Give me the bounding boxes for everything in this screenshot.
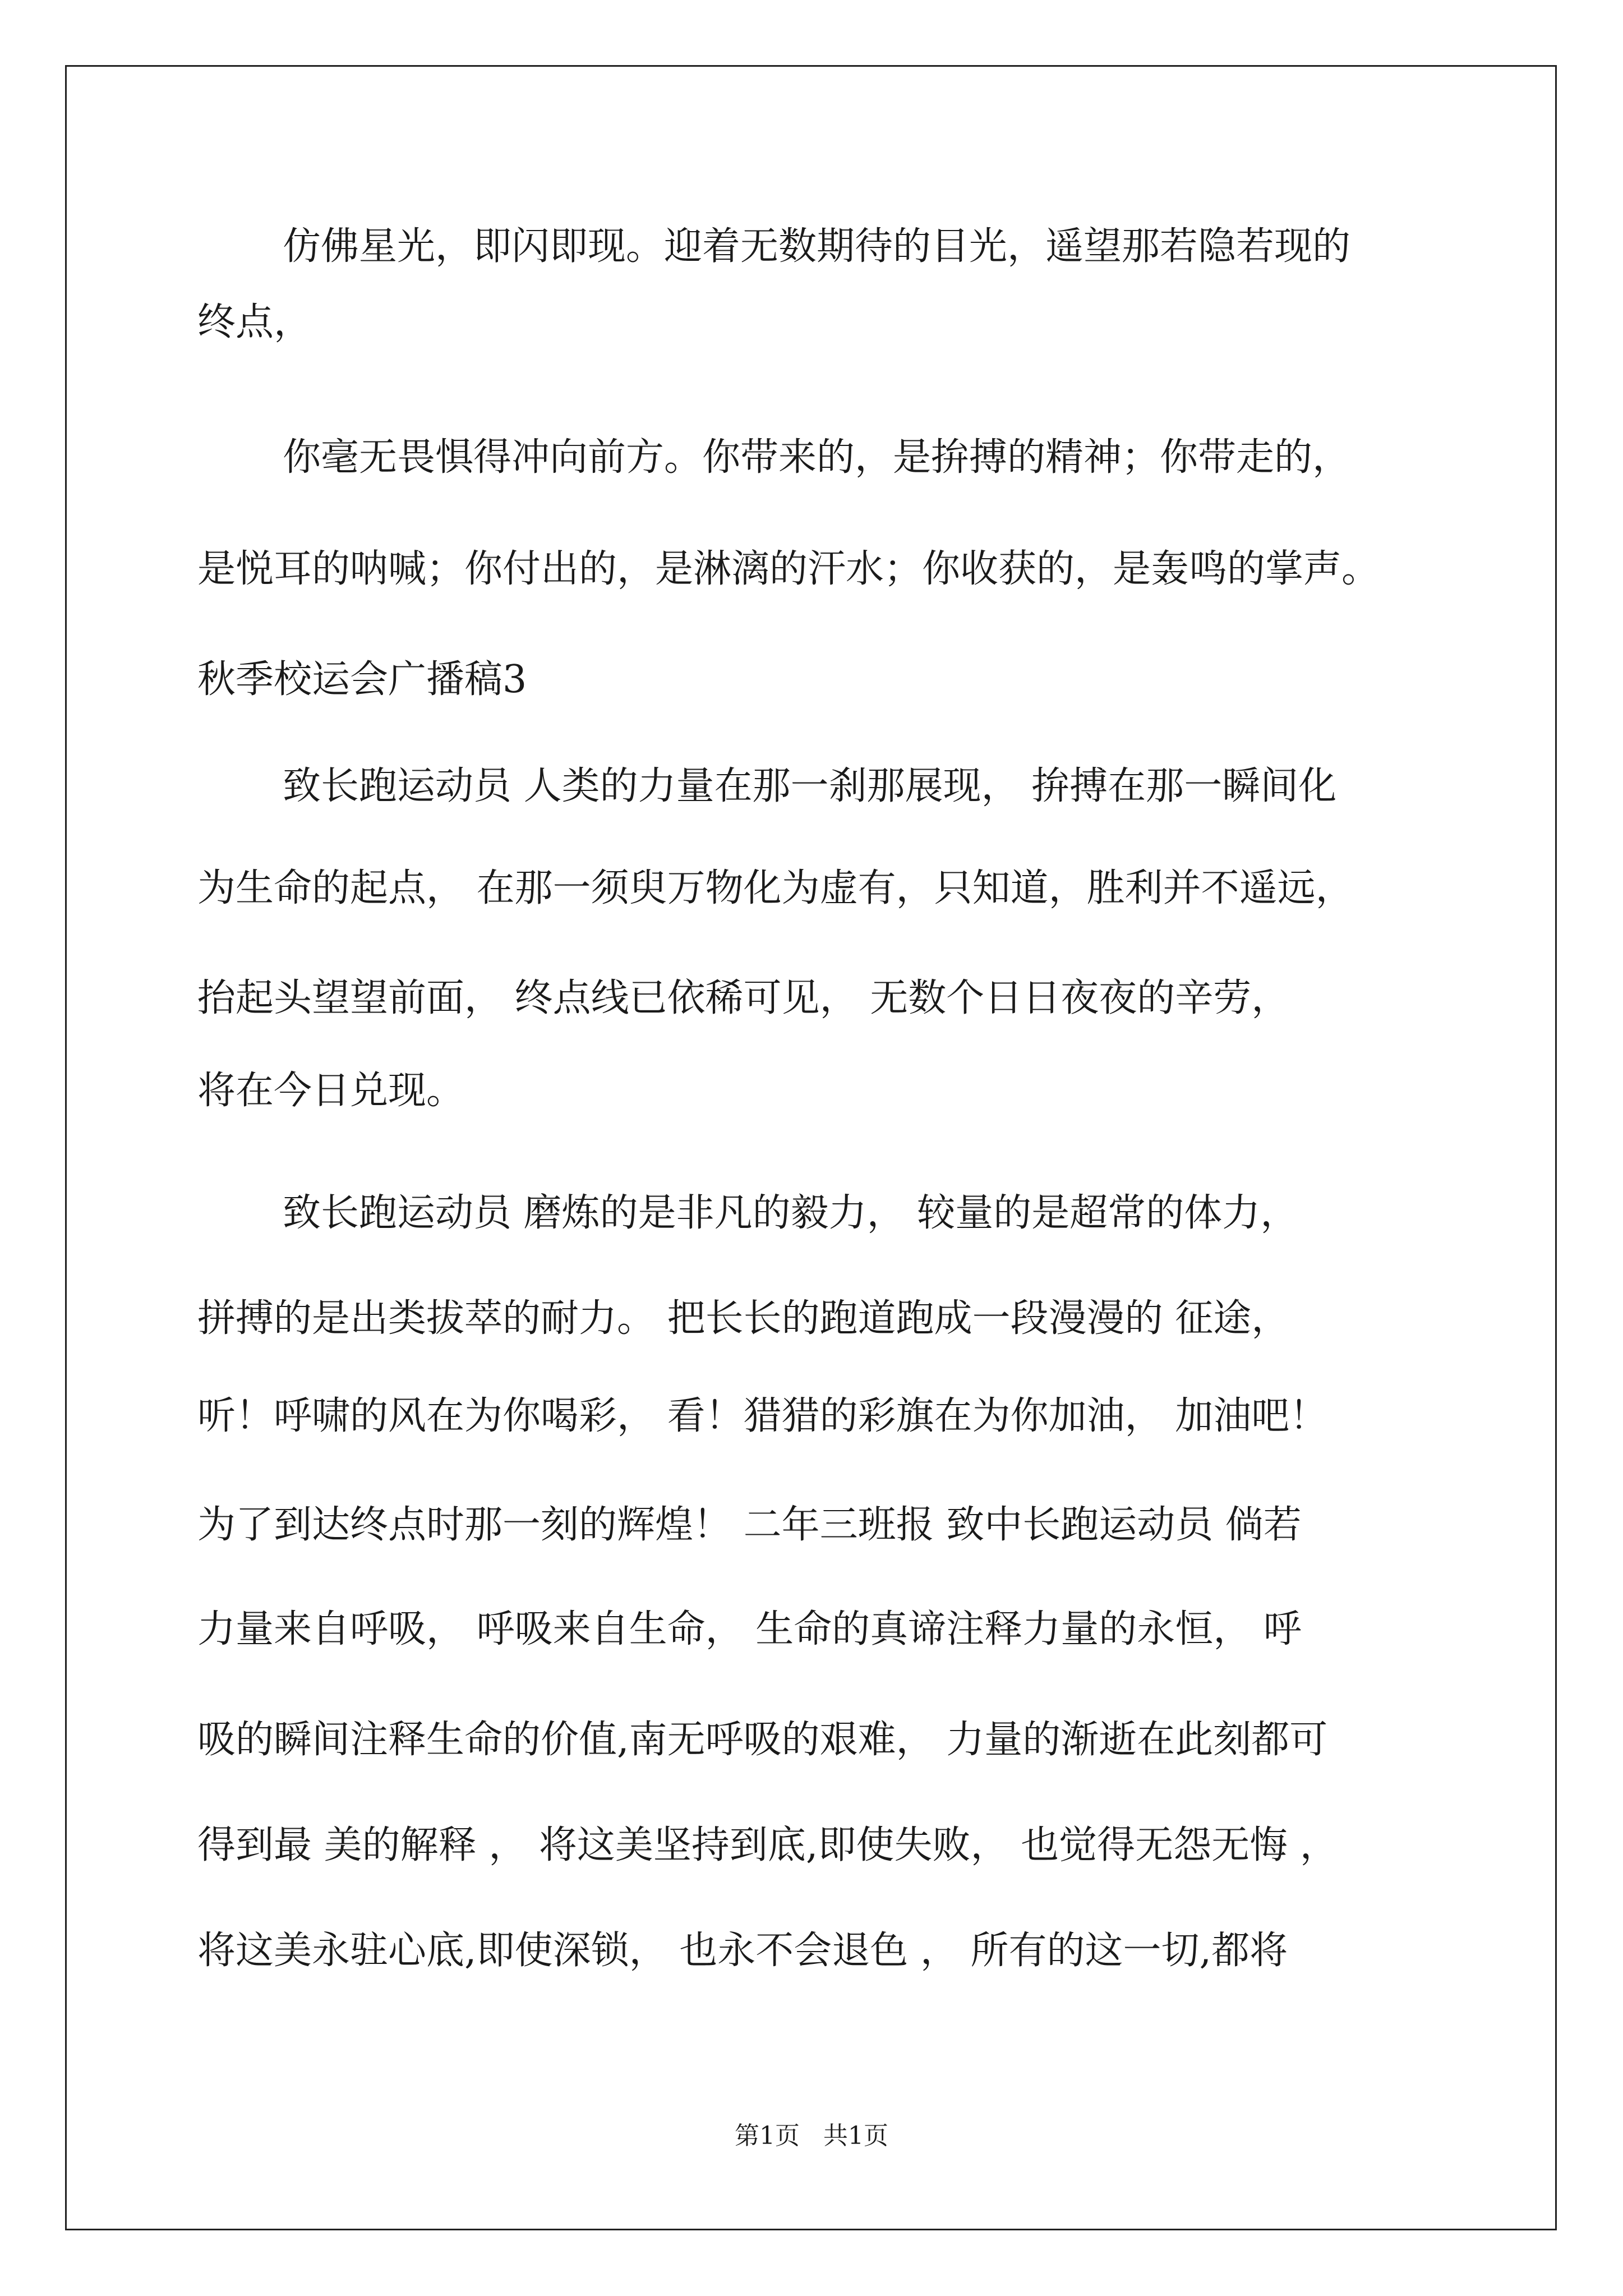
text-line: 为生命的起点， 在那一须臾万物化为虚有，只知道，胜利并不遥远， bbox=[197, 866, 1354, 910]
text-line: 仿佛星光，即闪即现。迎着无数期待的目光，遥望那若隐若现的 bbox=[283, 224, 1351, 269]
section-heading: 秋季校运会广播稿3 bbox=[197, 657, 527, 702]
text-line: 将在今日兑现。 bbox=[197, 1069, 465, 1113]
text-line: 致长跑运动员 人类的力量在那一刹那展现， 拚搏在那一瞬间化 bbox=[283, 764, 1337, 808]
text-line: 终点， bbox=[197, 300, 312, 344]
text-line: 拼搏的是出类拔萃的耐力。 把长长的跑道跑成一段漫漫的 征途， bbox=[197, 1296, 1290, 1341]
text-line: 得到最 美的解释 ， 将这美坚持到底,即使失败， 也觉得无怨无悔 ， bbox=[197, 1823, 1338, 1867]
page-footer: 第1页 共1页 bbox=[735, 2122, 888, 2150]
text-line: 听！呼啸的风在为你喝彩， 看！猎猎的彩旗在为你加油， 加油吧！ bbox=[197, 1394, 1328, 1438]
text-line: 致长跑运动员 磨炼的是非凡的毅力， 较量的是超常的体力， bbox=[283, 1191, 1299, 1235]
text-line: 吸的瞬间注释生命的价值,南无呼吸的艰难， 力量的渐逝在此刻都可 bbox=[197, 1718, 1328, 1762]
text-line: 将这美永驻心底,即使深锁， 也永不会退色 ， 所有的这一切,都将 bbox=[197, 1929, 1288, 1973]
text-line: 力量来自呼吸， 呼吸来自生命， 生命的真谛注释力量的永恒， 呼 bbox=[197, 1607, 1302, 1651]
text-line: 你毫无畏惧得冲向前方。你带来的，是拚搏的精神；你带走的， bbox=[283, 435, 1351, 480]
text-line: 抬起头望望前面， 终点线已依稀可见， 无数个日日夜夜的辛劳， bbox=[197, 976, 1290, 1020]
text-line: 是悦耳的呐喊；你付出的，是淋漓的汗水；你收获的，是轰鸣的掌声。 bbox=[197, 547, 1380, 591]
text-line: 为了到达终点时那一刻的辉煌！ 二年三班报 致中长跑运动员 倘若 bbox=[197, 1503, 1302, 1547]
